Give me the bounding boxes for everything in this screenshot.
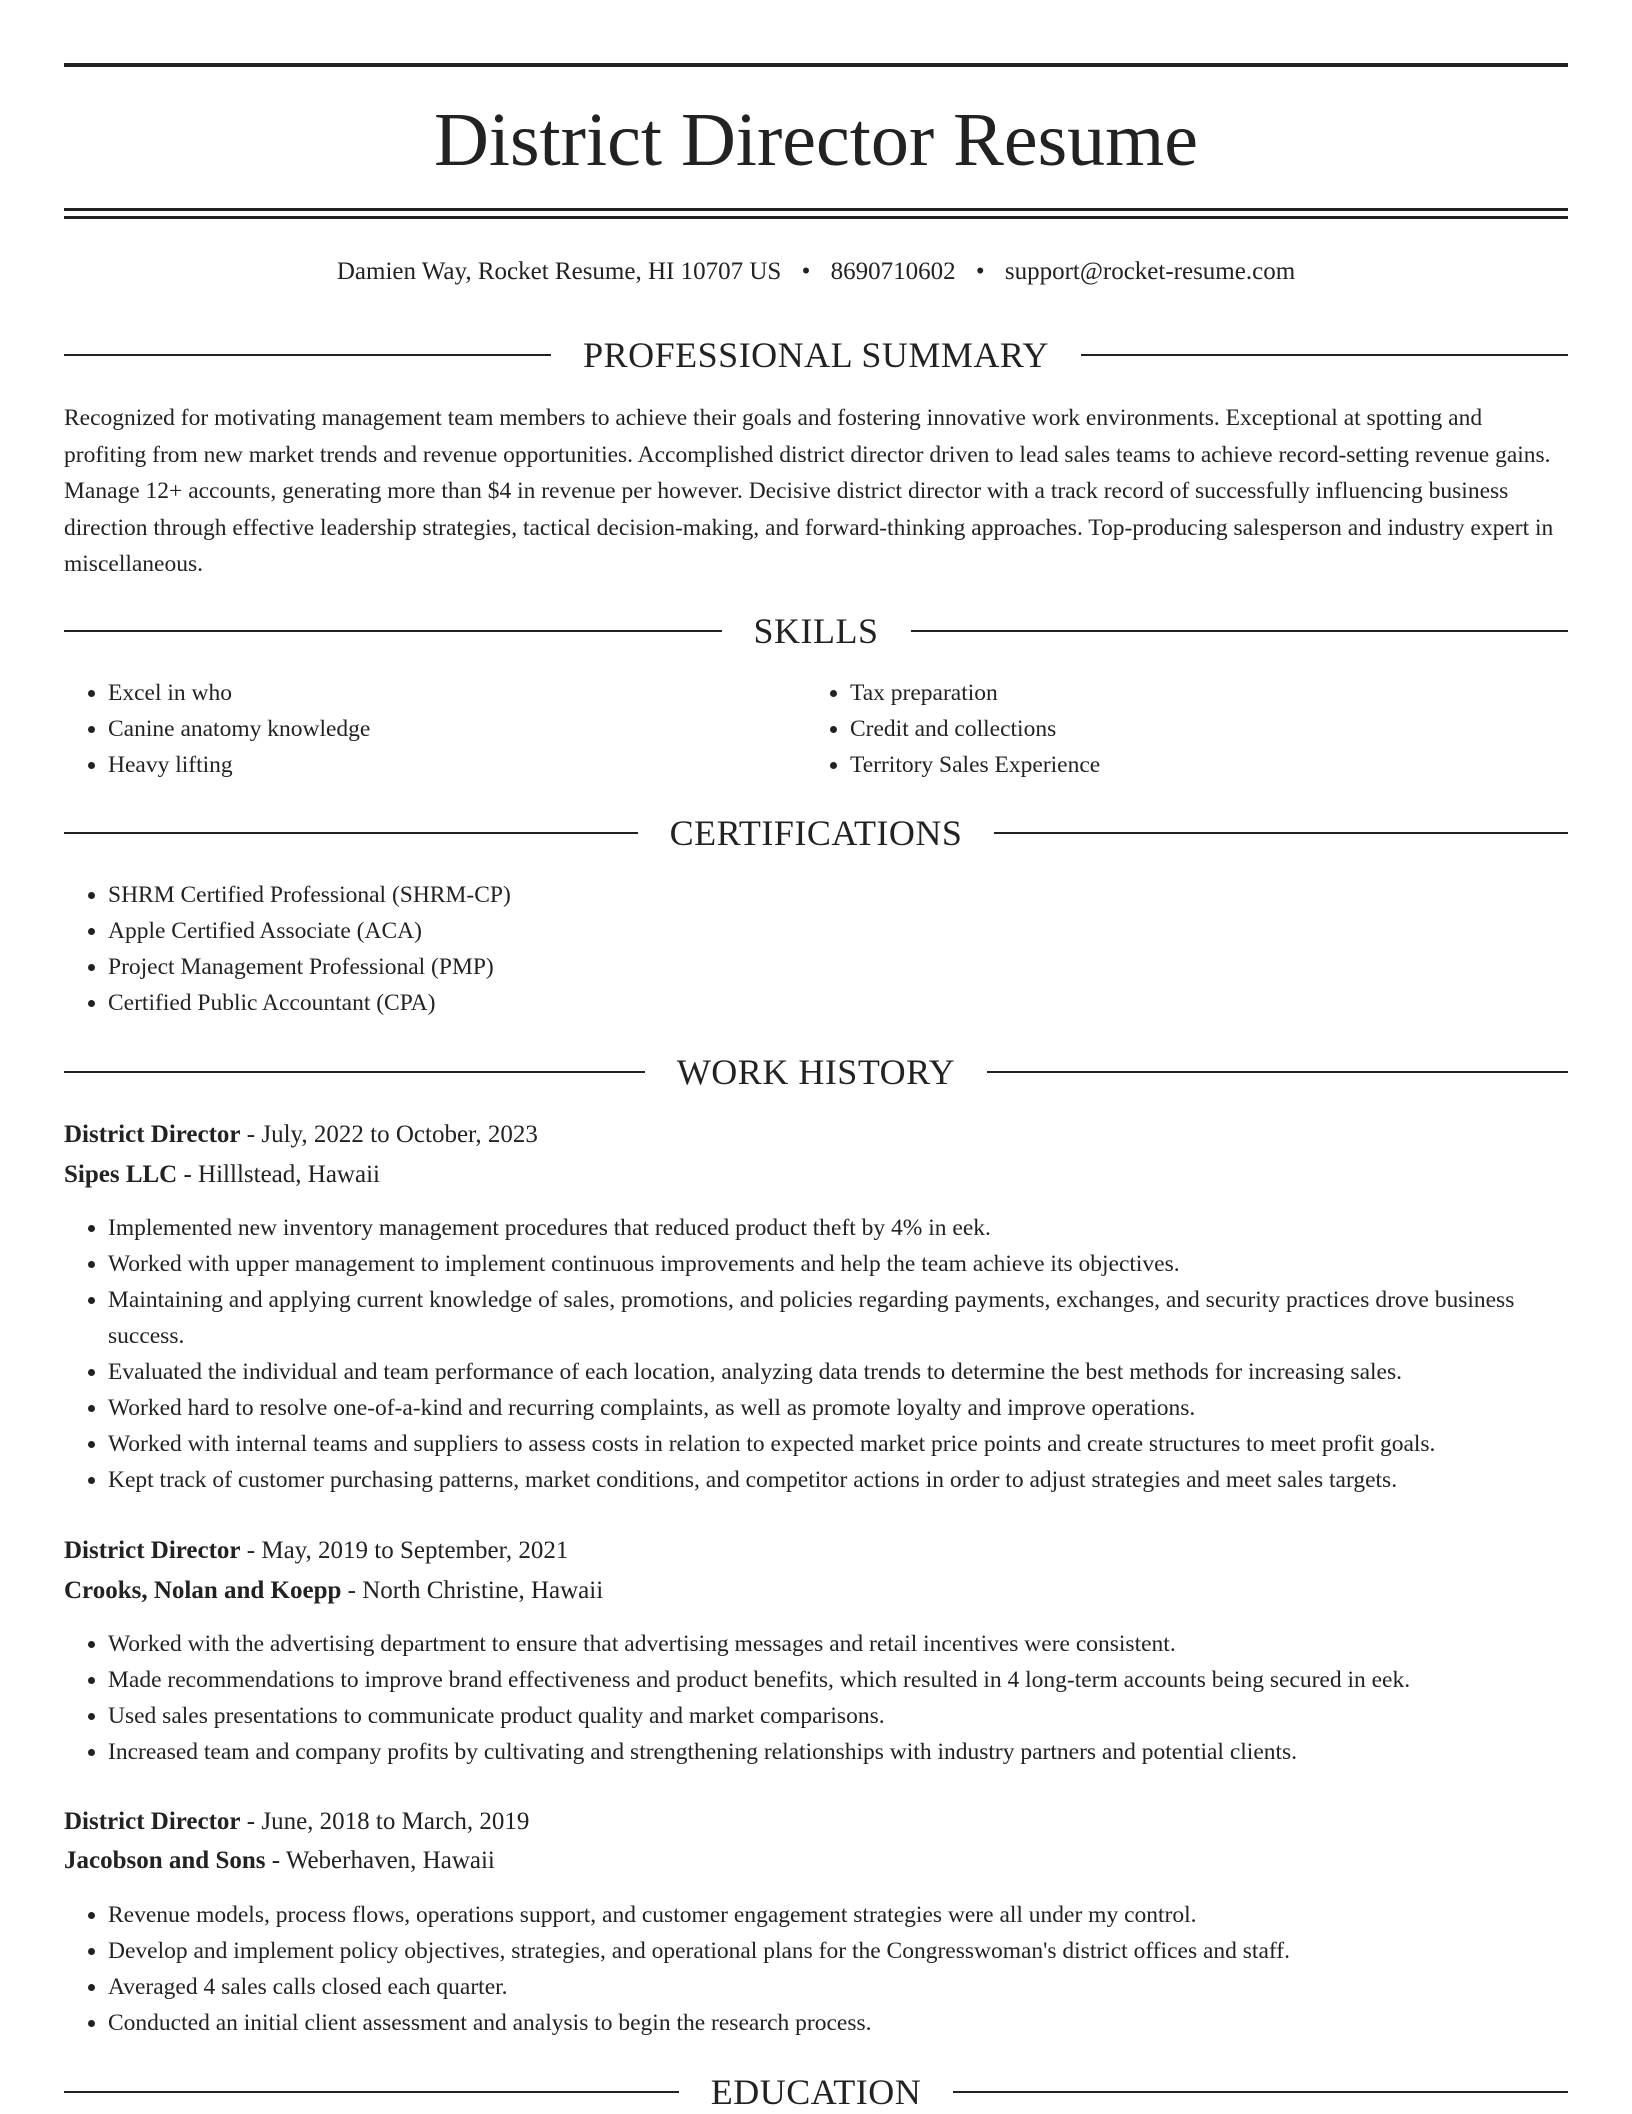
document-title: District Director Resume	[433, 98, 1198, 182]
job-duty: • Worked with the advertising department to ensure that advertising messages and retail incentives were consistent.	[108, 1626, 1568, 1662]
job-dates: - July, 2022 to October, 2023	[240, 1121, 538, 1148]
section-title-education: EDUCATION	[710, 2072, 922, 2112]
summary-text: Recognized for motivating management team members to achieve their goals and fostering innovative work environments. Exceptional at spotting and profiting from new market trends and revenue opportunities. Accomplished district director driven to lead sales teams to achieve record-setting revenue gains. Manage 12+ accounts, generating more than $4 in revenue per however. Decisive district director with a track record of successfully influencing business direction through effective leadership strategies, tactical decision-making, and forward-thinking approaches. Top-producing salesperson and industry expert in miscellaneous.	[64, 405, 1554, 577]
section-rule-right	[1081, 354, 1568, 356]
skills-list-left	[64, 675, 764, 783]
job-title: District Director	[64, 1537, 241, 1564]
certification-item: • Apple Certified Associate (ACA)	[108, 913, 1568, 949]
contact-address: Damien Way, Rocket Resume, HI 10707 US	[336, 258, 782, 285]
section-header-summary	[64, 333, 1568, 377]
job-company-line	[64, 1843, 1568, 1879]
contact-separator: •	[975, 258, 985, 285]
job-location: - Hilllstead, Hawaii	[177, 1161, 380, 1188]
job-duties-list	[64, 1897, 1568, 2041]
job-duty: • Implemented new inventory management procedures that reduced product theft by 4% in eek.	[108, 1210, 1568, 1246]
job-title-line	[64, 1533, 1568, 1569]
certification-item: • Project Management Professional (PMP)	[108, 949, 1568, 985]
job-title: District Director	[64, 1121, 241, 1148]
job-company-line	[64, 1157, 1568, 1193]
section-header-skills	[64, 609, 1568, 653]
job-duty: • Made recommendations to improve brand effectiveness and product benefits, which resulted in 4 long-term accounts being secured in eek.	[108, 1662, 1568, 1698]
contact-phone: 8690710602	[830, 258, 956, 285]
job-duty: • Averaged 4 sales calls closed each quarter.	[108, 1969, 1568, 2005]
section-header-work-history	[64, 1050, 1568, 1094]
skill-item: • Canine anatomy knowledge	[108, 711, 764, 747]
top-rule	[64, 63, 1568, 67]
certifications-block	[64, 877, 1568, 1021]
title-rule-upper	[64, 208, 1568, 211]
job-location: - North Christine, Hawaii	[341, 1577, 604, 1604]
contact-email: support@rocket-resume.com	[1004, 258, 1296, 285]
job-dates: - June, 2018 to March, 2019	[240, 1808, 530, 1835]
job-company: Crooks, Nolan and Koepp	[64, 1577, 342, 1604]
skills-list-right	[806, 675, 1506, 783]
skill-item: • Tax preparation	[850, 675, 1506, 711]
job-duty: • Evaluated the individual and team performance of each location, analyzing data trends to determine the best methods for increasing sales.	[108, 1354, 1568, 1390]
job-duty: • Develop and implement policy objectives, strategies, and operational plans for the Congresswoman's district offices and staff.	[108, 1933, 1568, 1969]
job-duty: • Maintaining and applying current knowledge of sales, promotions, and policies regarding payments, exchanges, and security practices drove business success.	[108, 1282, 1568, 1354]
section-rule-left	[64, 630, 722, 632]
job-company: Jacobson and Sons	[64, 1847, 266, 1874]
skills-column-right	[806, 675, 1506, 783]
job-duty: • Worked with internal teams and suppliers to assess costs in relation to expected market price points and create structures to meet profit goals.	[108, 1426, 1568, 1462]
job-duties	[64, 1897, 1568, 2041]
section-title-work-history: WORK HISTORY	[676, 1052, 956, 1092]
section-header-certifications	[64, 811, 1568, 855]
skill-item: • Credit and collections	[850, 711, 1506, 747]
certification-item: • Certified Public Accountant (CPA)	[108, 985, 1568, 1021]
job-duties-list	[64, 1626, 1568, 1770]
skill-item: • Excel in who	[108, 675, 764, 711]
section-rule-left	[64, 1071, 645, 1073]
certification-item: • SHRM Certified Professional (SHRM-CP)	[108, 877, 1568, 913]
section-rule-right	[911, 630, 1569, 632]
job-location: - Weberhaven, Hawaii	[265, 1847, 495, 1874]
job-duties-list	[64, 1210, 1568, 1498]
job-title: District Director	[64, 1808, 241, 1835]
section-title-summary: PROFESSIONAL SUMMARY	[583, 335, 1049, 375]
job-duties	[64, 1626, 1568, 1770]
section-rule-right	[953, 2091, 1568, 2093]
title-rule-lower	[64, 216, 1568, 219]
job-company-line	[64, 1573, 1568, 1609]
job-duties	[64, 1210, 1568, 1498]
contact-line	[64, 252, 1568, 292]
section-rule-right	[994, 832, 1568, 834]
job-company: Sipes LLC	[64, 1161, 178, 1188]
job-duty: • Used sales presentations to communicate product quality and market comparisons.	[108, 1698, 1568, 1734]
section-header-education	[64, 2070, 1568, 2114]
contact-separator: •	[801, 258, 811, 285]
section-title-certifications: CERTIFICATIONS	[669, 813, 963, 853]
skill-item: • Territory Sales Experience	[850, 747, 1506, 783]
certifications-list	[64, 877, 1568, 1021]
job-duty: • Worked with upper management to implement continuous improvements and help the team achieve its objectives.	[108, 1246, 1568, 1282]
job-dates: - May, 2019 to September, 2021	[240, 1537, 569, 1564]
job-title-line	[64, 1804, 1568, 1840]
job-duty: • Conducted an initial client assessment and analysis to begin the research process.	[108, 2005, 1568, 2041]
job-duty: • Kept track of customer purchasing patterns, market conditions, and competitor actions in order to adjust strategies and meet sales targets.	[108, 1462, 1568, 1498]
section-rule-left	[64, 832, 638, 834]
job-duty: • Increased team and company profits by cultivating and strengthening relationships with industry partners and potential clients.	[108, 1734, 1568, 1770]
skills-column-left	[64, 675, 764, 783]
section-rule-left	[64, 2091, 679, 2093]
section-title-skills: SKILLS	[753, 611, 879, 651]
skill-item: • Heavy lifting	[108, 747, 764, 783]
section-rule-left	[64, 354, 551, 356]
job-duty: • Worked hard to resolve one-of-a-kind and recurring complaints, as well as promote loyalty and improve operations.	[108, 1390, 1568, 1426]
job-duty: • Revenue models, process flows, operations support, and customer engagement strategies were all under my control.	[108, 1897, 1568, 1933]
job-title-line	[64, 1117, 1568, 1153]
section-rule-right	[987, 1071, 1568, 1073]
